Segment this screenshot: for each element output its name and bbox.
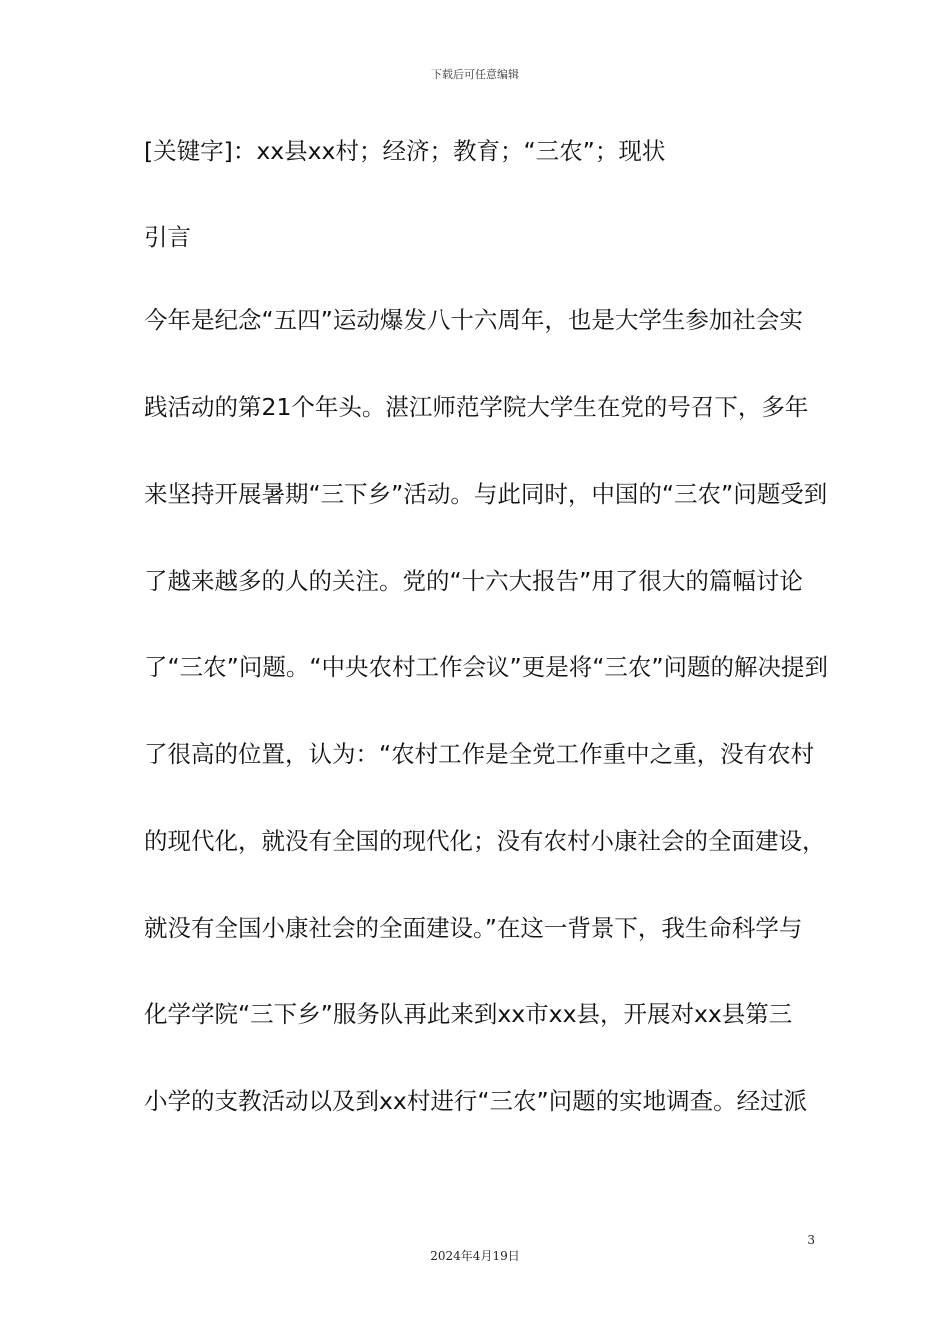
section-heading: 引言 [144, 223, 191, 251]
keywords-line: [关键字]：xx县xx村；经济；教育；“三农”；现状 [144, 137, 666, 165]
body-line-9: 化学学院“三下乡”服务队再此来到xx市xx县，开展对xx县第三 [144, 1000, 793, 1028]
body-line-7: 的现代化，就没有全国的现代化；没有农村小康社会的全面建设， [144, 827, 826, 855]
footer-date: 2024年4月19日 [430, 1249, 520, 1263]
body-line-4: 了越来越多的人的关注。党的“十六大报告”用了很大的篇幅讨论 [144, 567, 803, 595]
page-number: 3 [807, 1233, 815, 1247]
body-line-1: 今年是纪念“五四”运动爆发八十六周年，也是大学生参加社会实 [144, 306, 803, 334]
body-line-3: 来坚持开展暑期“三下乡”活动。与此同时，中国的“三农”问题受到 [144, 480, 828, 508]
body-line-5: 了“三农”问题。“中央农村工作会议”更是将“三农”问题的解决提到 [144, 653, 829, 681]
body-line-6: 了很高的位置，认为：“农村工作是全党工作重中之重，没有农村 [144, 740, 815, 768]
body-line-10: 小学的支教活动以及到xx村进行“三农”问题的实地调查。经过派 [144, 1087, 808, 1115]
body-line-2: 践活动的第21个年头。湛江师范学院大学生在党的号召下，多年 [144, 393, 809, 421]
page-header: 下载后可任意编辑 [431, 68, 519, 81]
body-line-8: 就没有全国小康社会的全面建设。”在这一背景下，我生命科学与 [144, 914, 803, 942]
